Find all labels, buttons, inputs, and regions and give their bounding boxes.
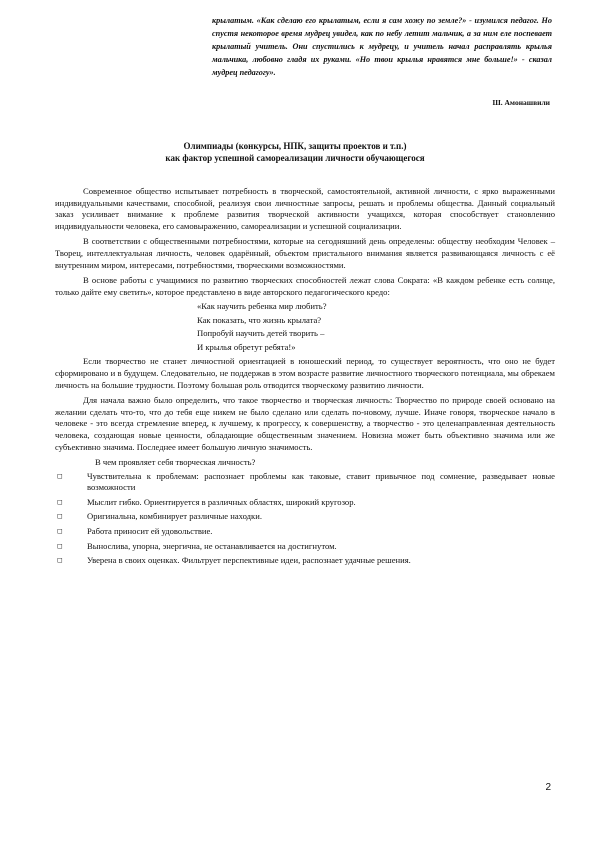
paragraph-2: В соответствии с общественными потребностями, которые на сегодняшний день определены: обществу необходим Человек – Творец, интеллектуальная личность, человек одарённый, объектом пристального внимания является развивающаяся личность с её внутренним миром, интересами, потребностями, творческими возможностями. [55, 236, 555, 270]
verse-line: И крылья обретут ребята!» [197, 341, 296, 352]
list-item-text: Вынослива, упорна, энергична, не останавливается на достигнутом. [87, 540, 337, 551]
title-line-2: как фактор успешной самореализации личности обучающегося [165, 153, 425, 163]
list-item-text: Работа приносит ей удовольствие. [87, 526, 213, 537]
page-number: 2 [545, 782, 551, 793]
list-item-text: Оригинальна, комбинирует различные находки. [87, 511, 262, 522]
epigraph-author: Ш. Амонашвили [492, 98, 550, 107]
bullet-icon: ◻ [57, 471, 63, 480]
traits-list [55, 471, 555, 567]
bullet-icon: ◻ [57, 497, 63, 506]
bullet-icon: ◻ [57, 556, 63, 565]
bullet-icon: ◻ [57, 527, 63, 536]
list-item [55, 541, 555, 553]
epigraph-text: крылатым. «Как сделаю его крылатым, если я сам хожу по земле?» - изумился педагог. Но спустя некоторое время мудрец увидел, как по небу летит мальчик, а за ним еле поспевает крылатый учитель. Они спустились к мудрецу, и учитель начал расправлять крылья мальчика, любовно гладя их руками. «Но твои крылья нравятся мне больше!» - сказал мудрец педагогу». [212, 16, 552, 77]
list-item-text: Чувствительна к проблемам: распознает проблемы как таковые, ставит привычное под сомнение, разведывает новые возможности [87, 470, 555, 493]
bullet-icon: ◻ [57, 512, 63, 521]
section-title [60, 140, 530, 164]
bullet-icon: ◻ [57, 541, 63, 550]
pedagogical-credo-verse [197, 300, 555, 354]
list-item [55, 526, 555, 538]
list-item [55, 555, 555, 567]
paragraph-4: Если творчество не станет личностной ориентацией в юношеский период, то существует вероятность, что оно не будет сформировано и в будущем. Следовательно, не поддержав в этом возрасте развитие личностного творческого потенциала, мы обрекаем личность на большие трудности. Поэтому большая роль отводится творческому развитию личности. [55, 356, 555, 390]
list-item-text: Уверена в своих оценках. Фильтрует перспективные идеи, распознает удачные решения. [87, 555, 411, 566]
body-text [55, 186, 555, 570]
verse-line: Как показать, что жизнь крылата? [197, 314, 322, 325]
list-item [55, 511, 555, 523]
list-item [55, 497, 555, 509]
verse-line: Попробуй научить детей творить – [197, 328, 325, 339]
list-item-text: Мыслит гибко. Ориентируется в различных областях, широкий кругозор. [87, 496, 356, 507]
paragraph-1: Современное общество испытывает потребность в творческой, самостоятельной, активной личности, с ярко выраженными индивидуальными качествами, способной, реализуя свои личностные запросы, решать и проблемы общества. Данный социальный заказ усиливает внимание к проблеме развития творческой активности учащихся, которая способствует становлению индивидуальности человека, его самовыражению, самореализации и успешной социализации. [55, 186, 555, 231]
paragraph-3: В основе работы с учащимися по развитию творческих способностей лежат слова Сократа: «В каждом ребенке есть солнце, только дайте ему светить», которое представлено в виде авторского педагогического кредо: [55, 275, 555, 297]
question-line: В чем проявляет себя творческая личность? [95, 457, 256, 468]
verse-line: «Как научить ребенка мир любить? [197, 301, 327, 312]
title-line-1: Олимпиады (конкурсы, НПК, защиты проектов и т.п.) [183, 141, 407, 151]
paragraph-5: Для начала важно было определить, что такое творчество и творческая личность: Творчество по природе своей основано на желании сделать что-то, что до тебя еще никем не было сделано или сделать по-новому, лучше. Иначе говоря, творческое начало в человеке - это всегда стремление вперед, к лучшему, к прогрессу, к совершенству, а творчество - это целенаправленная деятельность человека, создающая новые ценности, обладающие общественным значением. Новизна может быть объективно значима или же субъективно значима. Последнее имеет большую личную значимость. [55, 395, 555, 452]
list-item [55, 471, 555, 494]
